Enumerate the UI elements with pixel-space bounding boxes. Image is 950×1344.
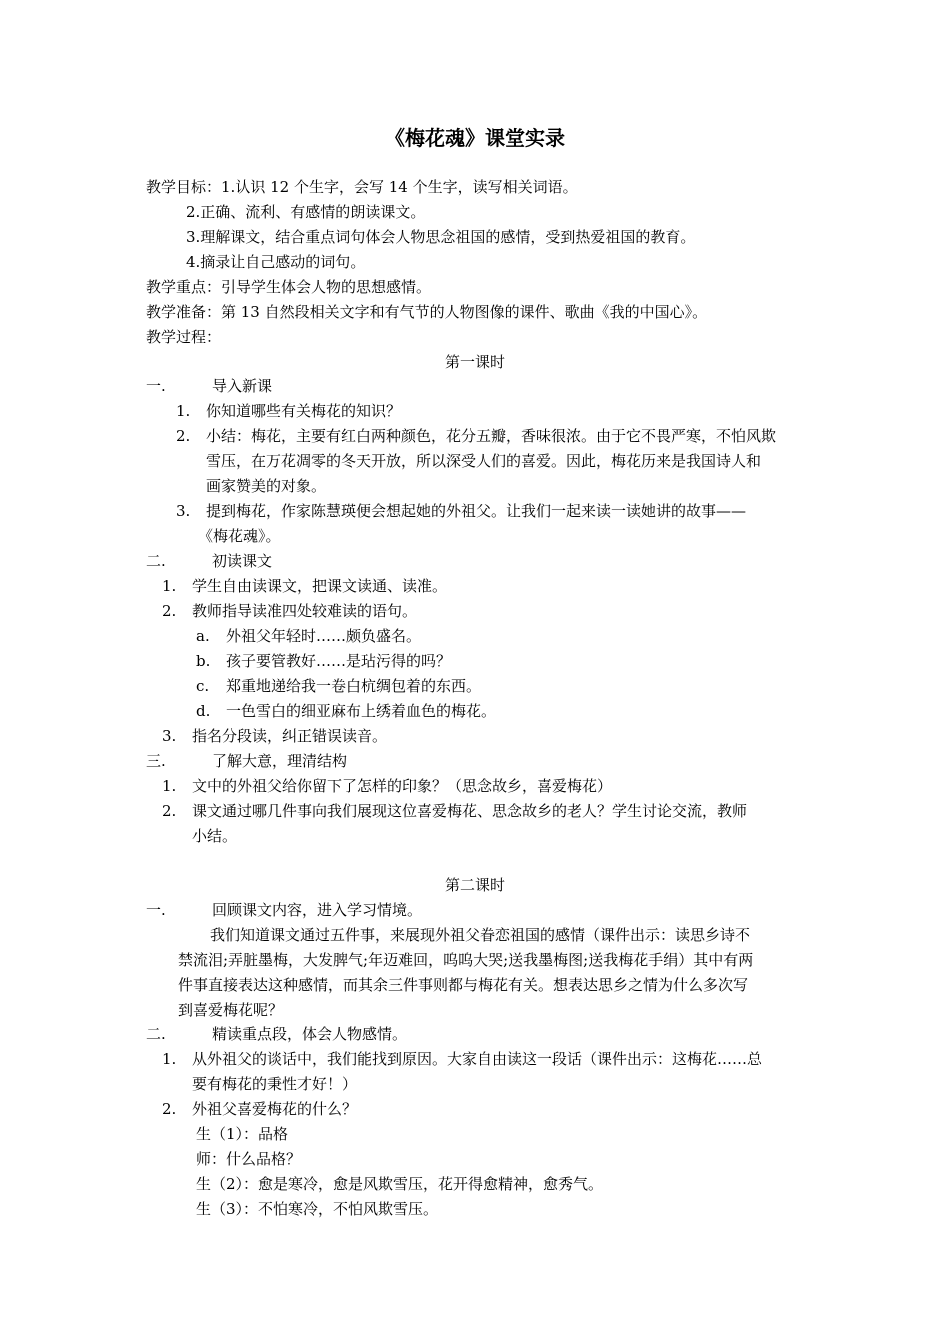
list-number: 1. bbox=[176, 402, 191, 420]
list-number: 1. bbox=[162, 1050, 177, 1068]
lesson2-section2-title: 精读重点段，体会人物感情。 bbox=[212, 1025, 408, 1043]
sub-list-letter: b. bbox=[196, 652, 211, 670]
lesson1-section1-title: 导入新课 bbox=[212, 377, 273, 395]
dialogue-line: 生（2）：愈是寒冷，愈是风欺雪压，花开得愈精神，愈秀气。 bbox=[196, 1175, 604, 1193]
list-item-text: 你知道哪些有关梅花的知识？ bbox=[206, 402, 402, 420]
list-item-text: 画家赞美的对象。 bbox=[206, 477, 327, 495]
lesson1-section2-number: 二. bbox=[146, 552, 166, 570]
lesson1-section1-number: 一. bbox=[146, 377, 166, 395]
list-item-text: 雪压，在万花凋零的冬天开放，所以深受人们的喜爱。因此，梅花历来是我国诗人和 bbox=[206, 452, 762, 470]
lesson2-heading: 第二课时 bbox=[444, 876, 505, 894]
teaching-focus: 教学重点：引导学生体会人物的思想感情。 bbox=[146, 278, 432, 296]
sub-list-text: 孩子要管教好……是玷污得的吗？ bbox=[226, 652, 452, 670]
list-number: 2. bbox=[162, 602, 177, 620]
list-item-text: 提到梅花，作家陈慧瑛便会想起她的外祖父。让我们一起来读一读她讲的故事—— bbox=[206, 502, 747, 520]
lesson1-section3-number: 三. bbox=[146, 752, 166, 770]
dialogue-line: 生（3）：不怕寒冷，不怕风欺雪压。 bbox=[196, 1200, 439, 1218]
list-item-text: 外祖父喜爱梅花的什么？ bbox=[192, 1100, 358, 1118]
list-number: 2. bbox=[162, 1100, 177, 1118]
lesson1-section3-title: 了解大意，理清结构 bbox=[212, 752, 348, 770]
list-number: 2. bbox=[162, 802, 177, 820]
objectives-line-1 bbox=[146, 175, 578, 199]
list-item-text: 文中的外祖父给你留下了怎样的印象？（思念故乡，喜爱梅花） bbox=[192, 777, 613, 795]
list-number: 1. bbox=[162, 777, 177, 795]
sub-list-letter: d. bbox=[196, 702, 211, 720]
sub-list-letter: c. bbox=[196, 677, 210, 695]
list-item-text: 课文通过哪几件事向我们展现这位喜爱梅花、思念故乡的老人？学生讨论交流，教师 bbox=[192, 802, 748, 820]
list-number: 3. bbox=[162, 727, 177, 745]
objective-item-1: 1.认识 12 个生字，会写 14 个生字，读写相关词语。 bbox=[221, 178, 578, 196]
document-title: 《梅花魂》课堂实录 bbox=[385, 126, 565, 150]
paragraph-line: 我们知道课文通过五件事，来展现外祖父眷恋祖国的感情（课件出示：读思乡诗不 bbox=[210, 926, 751, 944]
sub-list-text: 外祖父年轻时……颇负盛名。 bbox=[226, 627, 422, 645]
list-item-text: 教师指导读准四处较难读的语句。 bbox=[192, 602, 418, 620]
list-number: 2. bbox=[176, 427, 191, 445]
list-item-text: 指名分段读，纠正错误读音。 bbox=[192, 727, 388, 745]
list-item-text: 《梅花魂》。 bbox=[198, 527, 281, 545]
list-number: 1. bbox=[162, 577, 177, 595]
objective-item-3: 3.理解课文，结合重点词句体会人物思念祖国的感情，受到热爱祖国的教育。 bbox=[186, 228, 696, 246]
objectives-label: 教学目标： bbox=[146, 178, 222, 196]
teaching-preparation: 教学准备：第 13 自然段相关文字和有气节的人物图像的课件、歌曲《我的中国心》。 bbox=[146, 303, 708, 321]
list-item-text: 要有梅花的秉性才好！） bbox=[192, 1075, 358, 1093]
objective-item-2: 2.正确、流利、有感情的朗读课文。 bbox=[186, 203, 426, 221]
lesson1-section2-title: 初读课文 bbox=[212, 552, 273, 570]
teaching-process-label: 教学过程： bbox=[146, 328, 222, 346]
lesson2-section1-number: 一. bbox=[146, 901, 166, 919]
objective-item-4: 4.摘录让自己感动的词句。 bbox=[186, 253, 366, 271]
list-item-text: 小结：梅花，主要有红白两种颜色，花分五瓣，香味很浓。由于它不畏严寒，不怕风欺 bbox=[206, 427, 777, 445]
sub-list-text: 一色雪白的细亚麻布上绣着血色的梅花。 bbox=[226, 702, 497, 720]
lesson2-section1-title: 回顾课文内容，进入学习情境。 bbox=[212, 901, 423, 919]
dialogue-line: 生（1）：品格 bbox=[196, 1125, 289, 1143]
paragraph-line: 件事直接表达这种感情，而其余三件事则都与梅花有关。想表达思乡之情为什么多次写 bbox=[178, 976, 749, 994]
lesson2-section2-number: 二. bbox=[146, 1025, 166, 1043]
list-item-text: 学生自由读课文，把课文读通、读准。 bbox=[192, 577, 448, 595]
paragraph-line: 到喜爱梅花呢？ bbox=[178, 1001, 284, 1019]
lesson1-heading: 第一课时 bbox=[444, 353, 505, 371]
dialogue-line: 师：什么品格？ bbox=[196, 1150, 302, 1168]
list-number: 3. bbox=[176, 502, 191, 520]
list-item-text: 从外祖父的谈话中，我们能找到原因。大家自由读这一段话（课件出示：这梅花……总 bbox=[192, 1050, 763, 1068]
list-item-text: 小结。 bbox=[192, 827, 238, 845]
sub-list-letter: a. bbox=[196, 627, 210, 645]
sub-list-text: 郑重地递给我一卷白杭绸包着的东西。 bbox=[226, 677, 482, 695]
paragraph-line: 禁流泪;弄脏墨梅，大发脾气;年迈难回，呜呜大哭;送我墨梅图;送我梅花手绢）其中有两 bbox=[178, 951, 754, 969]
